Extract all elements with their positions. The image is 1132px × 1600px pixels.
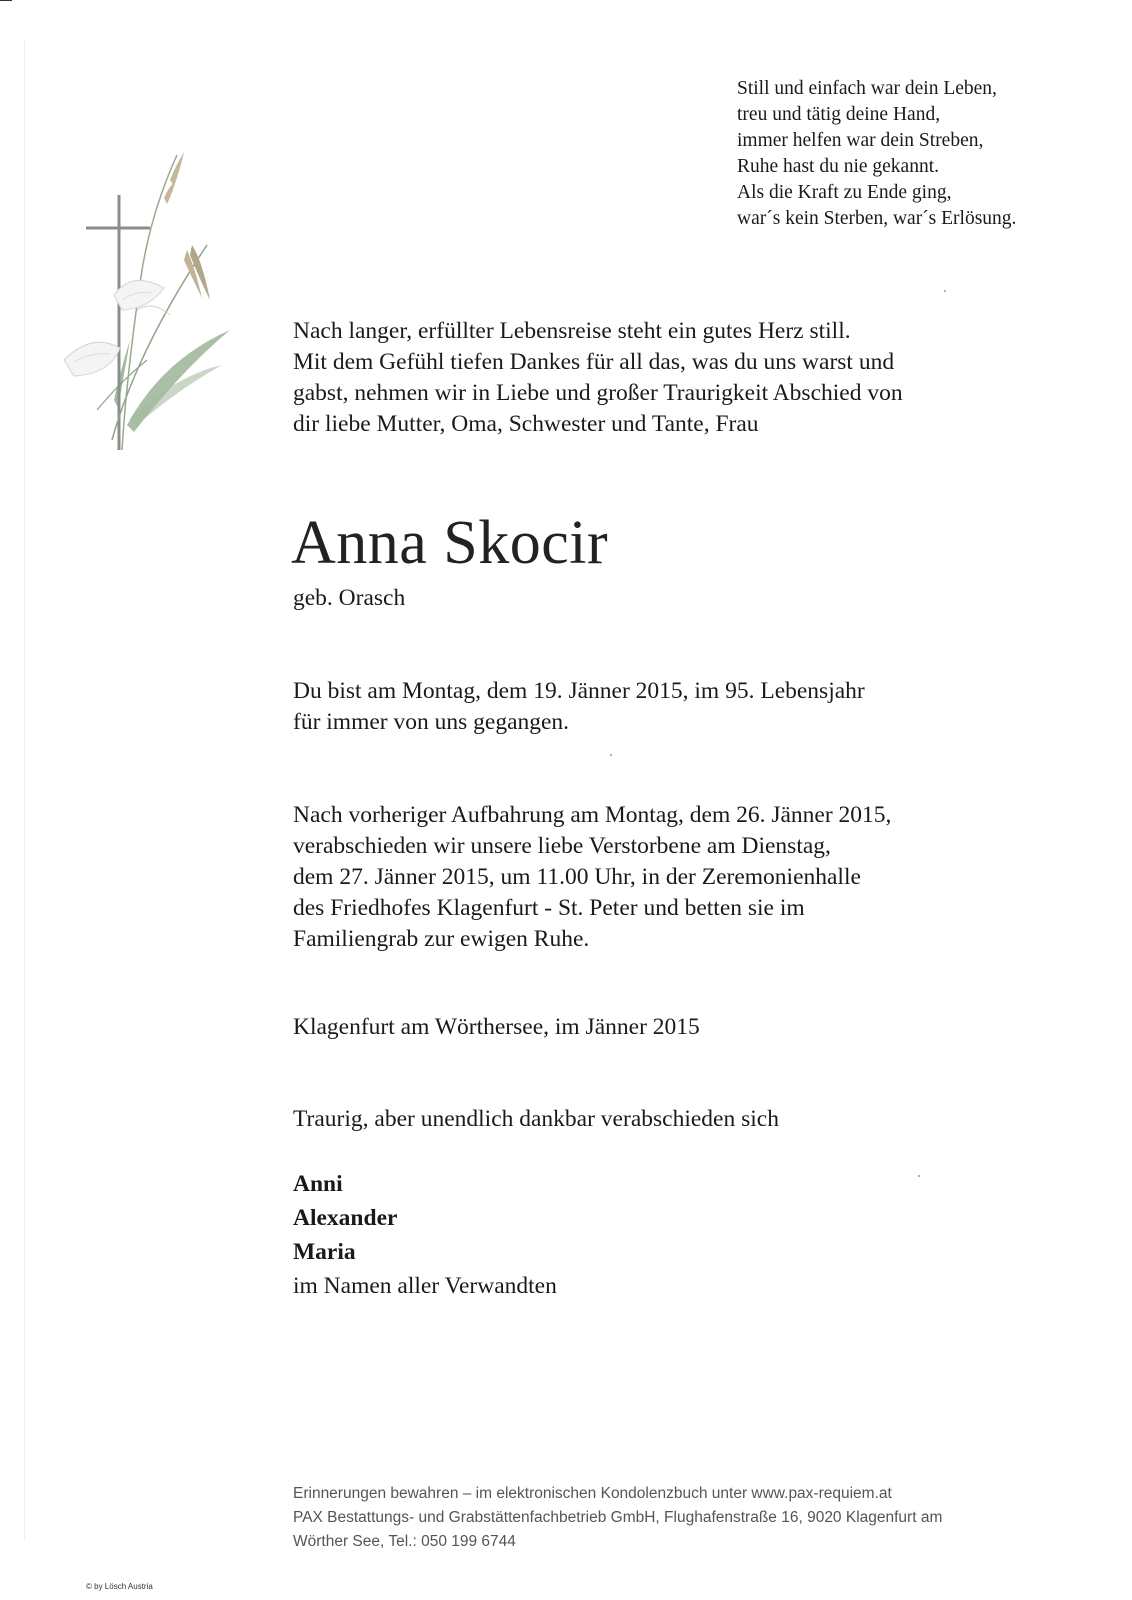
funeral-line: verabschieden wir unsere liebe Verstorbene am Dienstag,: [293, 833, 831, 859]
funeral-home-footer: [293, 1482, 1013, 1554]
funeral-line: Familiengrab zur ewigen Ruhe.: [293, 926, 590, 952]
poem-line: Ruhe hast du nie gekannt.: [737, 156, 939, 177]
death-notice-line: für immer von uns gegangen.: [293, 709, 570, 735]
poem-line: Als die Kraft zu Ende ging,: [737, 182, 952, 203]
death-notice: [293, 676, 1053, 738]
poem-line: Still und einfach war dein Leben,: [737, 78, 997, 99]
poem-line: treu und tätig deine Hand,: [737, 104, 941, 125]
poem-line: immer helfen war dein Streben,: [737, 130, 984, 151]
place-date-line: Klagenfurt am Wörthersee, im Jänner 2015: [293, 1014, 700, 1040]
maiden-name: geb. Orasch: [293, 585, 406, 611]
footer-line: Erinnerungen bewahren – im elektronischen Kondolenzbuch unter www.pax-requiem.at: [293, 1485, 892, 1502]
farewell-line: Traurig, aber unendlich dankbar verabschieden sich: [293, 1106, 779, 1132]
poem-line: war´s kein Sterben, war´s Erlösung.: [737, 208, 1017, 229]
intro-line: dir liebe Mutter, Oma, Schwester und Tante, Frau: [293, 411, 759, 437]
deceased-name: Anna Skocir: [291, 509, 609, 577]
intro-paragraph: [293, 316, 1053, 440]
mourner-name: Maria: [293, 1239, 356, 1265]
place-date: [293, 1012, 1053, 1043]
funeral-details: [293, 800, 1053, 955]
death-notice-line: Du bist am Montag, dem 19. Jänner 2015, im 95. Lebensjahr: [293, 678, 865, 704]
footer-line: Wörther See, Tel.: 050 199 6744: [293, 1533, 516, 1550]
intro-line: gabst, nehmen wir in Liebe und großer Traurigkeit Abschied von: [293, 380, 903, 406]
scan-speck: [944, 290, 946, 292]
copyright-notice: © by Lösch Austria: [86, 1582, 153, 1591]
poem: [737, 76, 1107, 232]
relatives-line: im Namen aller Verwandten: [293, 1273, 557, 1299]
scan-speck: [610, 754, 612, 756]
mourners-list: [293, 1167, 557, 1303]
intro-line: Mit dem Gefühl tiefen Dankes für all das, was du uns warst und: [293, 349, 895, 375]
mourner-name: Alexander: [293, 1205, 398, 1231]
mourner-name: Anni: [293, 1171, 343, 1197]
farewell-text: [293, 1104, 1053, 1135]
intro-line: Nach langer, erfüllter Lebensreise steht ein gutes Herz still.: [293, 318, 851, 344]
footer-line: PAX Bestattungs- und Grabstättenfachbetrieb GmbH, Flughafenstraße 16, 9020 Klagenfurt am: [293, 1509, 943, 1526]
scan-corner-mark: [0, 0, 12, 1]
funeral-line: dem 27. Jänner 2015, um 11.00 Uhr, in der Zeremonienhalle: [293, 864, 861, 890]
cross-lily-wheat-icon: [52, 150, 252, 480]
paper-edge-shadow: [24, 40, 25, 1540]
scan-speck: [918, 1175, 920, 1177]
funeral-line: des Friedhofes Klagenfurt - St. Peter und betten sie im: [293, 895, 805, 921]
funeral-line: Nach vorheriger Aufbahrung am Montag, dem 26. Jänner 2015,: [293, 802, 892, 828]
